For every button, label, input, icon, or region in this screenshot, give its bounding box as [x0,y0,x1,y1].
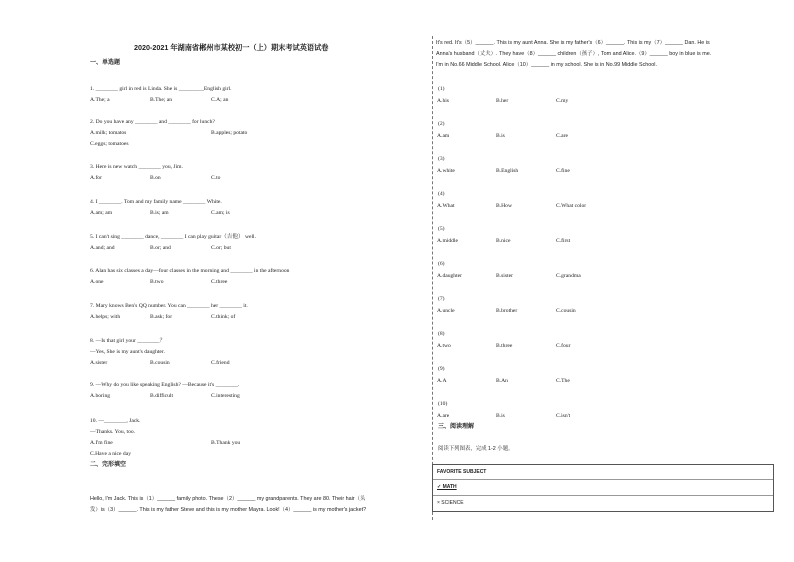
cloze-option[interactable]: B.English [496,168,519,174]
subject-table [432,464,774,512]
question-stem: 8. —Is that girl your ________？ [90,338,166,344]
cloze-option[interactable]: B.An [496,378,508,384]
answer-option[interactable]: C.think; of [211,314,236,320]
cloze-number: (8) [438,331,445,337]
answer-option[interactable]: C.to [211,175,221,181]
cloze-option[interactable]: A.two [437,343,451,349]
table-row-science-label: × SCIENCE [437,500,464,506]
cloze-option[interactable]: B.sister [496,273,513,279]
cloze-option[interactable]: A.daughter [437,273,463,279]
answer-option[interactable]: B.Thank you [211,440,241,446]
cloze-option[interactable]: C.grandma [556,273,581,279]
cloze-number: (6) [438,261,445,267]
answer-option[interactable]: B.apples; potato [211,130,248,136]
answer-option[interactable]: A.one [90,279,104,285]
cloze-option[interactable]: B.three [496,343,513,349]
answer-option[interactable]: A.helps; with [90,314,121,320]
table-row-math-label: ✓ MATH [437,484,457,490]
table-header-row [433,465,773,480]
cloze-option[interactable]: B.is [496,133,505,139]
answer-option[interactable]: B.ask; for [150,314,173,320]
cloze-passage-line-4: Anna's husband（丈夫）. They have（8）______ children（孩子）, Tom and Alice.（9）______ boy in blue is me. [436,51,712,57]
answer-option[interactable]: B.or; and [150,245,171,251]
answer-option[interactable]: B.is; am [150,210,169,216]
cloze-number: (1) [438,86,445,92]
cloze-number: (5) [438,226,445,232]
answer-option[interactable]: A.for [90,175,102,181]
question-stem: 9. —Why do you like speaking English? —Because it's ________. [90,382,240,388]
answer-option[interactable]: B.The; an [150,97,173,103]
answer-option[interactable]: C.eggs; tomatoes [90,141,129,147]
answer-option[interactable]: A.boring [90,393,111,399]
question-stem: 10. —________, Jack. [90,418,141,424]
answer-option[interactable]: A.I'm fine [90,440,113,446]
cloze-option[interactable]: A.A [437,378,447,384]
question-stem: 3. Here is new watch ________ you, Jim. [90,164,183,170]
answer-option[interactable]: B.cousin [150,360,170,366]
cloze-option[interactable]: B.brother [496,308,518,314]
page-title: 2020-2021 年湖南省郴州市某校初一（上）期末考试英语试卷 [134,43,329,52]
answer-option[interactable]: C.A; an [211,97,229,103]
cloze-option[interactable]: C.cousin [556,308,576,314]
cloze-option[interactable]: A.am [437,133,450,139]
question-stem: 1. ________ girl in red is Linda. She is _________English girl. [90,86,232,92]
question-stem: 6. Alan has six classes a day—four classes in the morning and ________ in the afternoon [90,268,290,274]
cloze-option[interactable]: A.What [437,203,455,209]
answer-option[interactable]: B.on [150,175,161,181]
answer-option[interactable]: C.friend [211,360,230,366]
cloze-passage-line-3: It's red. It's（5）______. This is my aunt Anna. She is my father's（6）______. This is my（7）______ Dan. He is [436,40,710,46]
cloze-number: (4) [438,191,445,197]
question-stem-reply: —Yes, She is my aunt's daughter. [90,349,165,355]
reading-intro: 阅读下列图表，完成 1-2 小题。 [438,446,514,452]
cloze-option[interactable]: C.fine [556,168,570,174]
question-stem: 2. Do you have any ________ and ________ for lunch? [90,119,215,125]
table-header: FAVORITE SUBJECT [437,469,487,475]
section-heading-cloze: 二、完形填空 [90,462,127,468]
cloze-option[interactable]: A.uncle [437,308,455,314]
cloze-option[interactable]: C.four [556,343,571,349]
cloze-option[interactable]: B.How [496,203,513,209]
cloze-option[interactable]: A.middle [437,238,458,244]
cloze-option[interactable]: C.The [556,378,570,384]
cloze-option[interactable]: C.first [556,238,571,244]
cloze-number: (9) [438,366,445,372]
section-heading-single-choice: 一、单选题 [90,60,121,66]
answer-option[interactable]: B.two [150,279,164,285]
cloze-option[interactable]: C.What color [556,203,587,209]
cloze-option[interactable]: B.her [496,98,509,104]
answer-option[interactable]: A.sister [90,360,108,366]
cloze-option[interactable]: A.his [437,98,449,104]
question-stem: 5. I can't sing ________ dance, ________ I can play guitar（吉他） well. [90,234,256,240]
answer-option[interactable]: C.or; but [211,245,231,251]
cloze-passage-line-1: Hello, I'm Jack. This is（1）______ family photo. These（2）______ my grandparents. They are 80. Their hair（头 [90,496,366,502]
cloze-number: (10) [438,401,448,407]
cloze-option[interactable]: B.nice [496,238,511,244]
answer-option[interactable]: C.am; is [211,210,230,216]
answer-option[interactable]: B.difficult [150,393,174,399]
cloze-option[interactable]: B.is [496,413,505,419]
column-divider [432,36,433,520]
cloze-passage-line-2: 发）is（3）______. This is my father Steve and this is my mother Mayra. Look!（4）______ is my mother's jacket? [90,507,367,513]
cloze-option[interactable]: C.are [556,133,568,139]
table-row-math [433,479,773,496]
answer-option[interactable]: C.interesting [211,393,240,399]
question-stem: 4. I ________. Tom and my family name ________ White. [90,199,222,205]
cloze-number: (2) [438,121,445,127]
question-stem: 7. Mary knows Ben's QQ number. You can ________ her ________ it. [90,303,248,309]
cloze-number: (7) [438,296,445,302]
cloze-passage-line-5: I'm in No.66 Middle School. Alice（10）______ in my school. She is in No.99 Middle School. [436,62,657,68]
answer-option[interactable]: C.three [211,279,228,285]
answer-option[interactable]: A.and; and [90,245,115,251]
answer-option[interactable]: C.Have a nice day [90,451,132,457]
cloze-number: (3) [438,156,445,162]
answer-option[interactable]: A.milk; tomatos [90,130,127,136]
cloze-option[interactable]: A.are [437,413,450,419]
cloze-option[interactable]: C.isn't [556,413,571,419]
cloze-option[interactable]: C.my [556,98,569,104]
question-stem-reply: —Thanks. You, too. [90,429,136,435]
answer-option[interactable]: A.am; am [90,210,113,216]
answer-option[interactable]: A.The; a [90,97,110,103]
section-heading-reading: 三、阅读理解 [438,424,475,430]
cloze-option[interactable]: A.white [437,168,455,174]
